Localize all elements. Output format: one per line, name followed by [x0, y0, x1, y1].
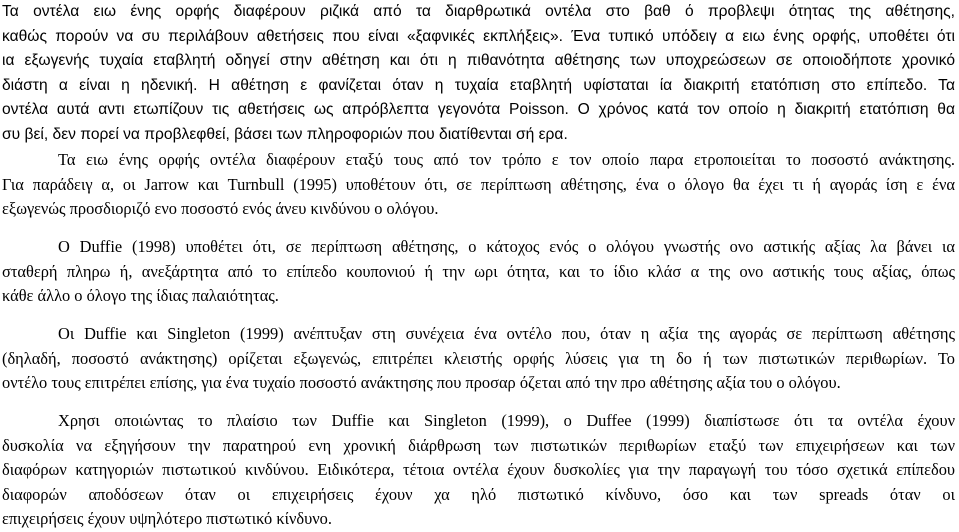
paragraph-line: ια εξωγενής τυχαία εταβλητή οδηγεί στην αθέτηση και ότι η πιθανότητα αθέτησης των υποχρεώσεων σε οποιοδήποτε χρονικό [2, 52, 955, 70]
paragraph-line: Τα οντέλα ειω ένης ορφής διαφέρουν ριζικά από τα διαρθρωτικά οντέλα στο βαθ ό προβλεψι ότητας της αθέτησης, [2, 3, 955, 20]
paragraph-line: επιχειρήσεις έχουν υψηλότερο πιστωτικό κίνδυνο. [2, 509, 332, 529]
paragraph-line: διαφορών αποδόσεων όταν οι επιχειρήσεις έχουν χα ηλό πιστωτικό κίνδυνο, όσο και των spreads όταν οι [2, 484, 955, 504]
paragraph-line: Ο Duffie (1998) υποθέτει ότι, σε περίπτωση αθέτησης, ο κάτοχος ενός ο ολόγου γνωστής ονο αστικής αξίας λα βάνει ια [58, 237, 955, 256]
paragraph-line: (δηλαδή, ποσοστό ανάκτησης) ορίζεται εξωγενώς, επιτρέπει κλειστής ορφής λύσεις για τη δο ή των πιστωτικών περιθωρίων. Το [2, 348, 955, 368]
paragraph-line: Χρησι οποιώντας το πλαίσιο των Duffie και Singleton (1999), ο Duffee (1999) διαπίστωσε ότι τα οντέλα έχουν [58, 411, 955, 430]
paragraph-line: καθώς πορούν να συ περιλάβουν αθετήσεις που είναι «ξαφνικές εκπλήξεις». Ένα τυπικό υπόδειγ α ειω ένης ορφής, υποθέτει ότι [2, 27, 955, 45]
paragraph-line: σταθερή πληρω ή, ανεξάρτητα από το επίπεδο κουπονιού ή την ωρι ότητα, και το ίδιο κλάσ α της ονο αστικής τους αξίας, όπως [2, 261, 955, 281]
paragraph-1 [2, 0, 955, 148]
paragraph-5 [2, 409, 955, 532]
paragraph-4 [2, 322, 955, 396]
paragraph-3 [2, 235, 955, 309]
paragraph-line: κάθε άλλο ο όλογο της ίδιας παλαιότητας. [2, 286, 279, 306]
paragraph-line: Για παράδειγ α, οι Jarrow και Turnbull (1995) υποθέτουν ότι, σε περίπτωση αθέτησης, ένα ο όλογο θα έχει τι ή αγοράς ίση ε ένα [2, 174, 955, 194]
paragraph-line: συ βεί, δεν πορεί να προβλεφθεί, βάσει των πληροφοριών που διατίθενται σή ερα. [2, 125, 568, 143]
paragraph-line: οντέλα αυτά αντι ετωπίζουν τις αθετήσεις ως απρόβλεπτα γεγονότα Poisson. Ο χρόνος κατά τον οποίο η διακριτή ετατόπιση θα [2, 101, 955, 119]
paragraph-line: δυσκολία να εξηγήσουν την παρατηρού ενη χρονική διάρθρωση των πιστωτικών περιθωρίων εταξύ των επιχειρήσεων και των [2, 435, 955, 455]
paragraph-line: εξωγενώς προσδιοριζό ενο ποσοστό ενός άνευ κινδύνου ο ολόγου. [2, 199, 439, 219]
paragraph-line: Οι Duffie και Singleton (1999) ανέπτυξαν στη συνέχεια ένα οντέλο που, όταν η αξία της αγοράς σε περίπτωση αθέτησης [58, 324, 955, 343]
paragraph-line: διάστη α είναι η ηδενική. Η αθέτηση ε φανίζεται όταν η τυχαία εταβλητή υφίσταται ία διακριτή ετατόπιση στο επίπεδο. Τα [2, 76, 955, 94]
paragraph-line: Τα ειω ένης ορφής οντέλα διαφέρουν εταξύ τους από τον τρόπο ε τον οποίο παρα ετροποιείται το ποσοστό ανάκτησης. [58, 150, 955, 169]
paragraph-line: διαφόρων κατηγοριών πιστωτικού κινδύνου. Ειδικότερα, τέτοια οντέλα έχουν δυσκολίες για την παραγωγή του τόσο σχετικά επίπεδου [2, 460, 955, 480]
paragraph-2 [2, 148, 955, 222]
paragraph-line: οντέλο τους επιτρέπει επίσης, για ένα τυχαίο ποσοστό ανάκτησης που προσαρ όζεται από την προ αθέτησης αξία του ο ολόγου. [2, 373, 841, 393]
